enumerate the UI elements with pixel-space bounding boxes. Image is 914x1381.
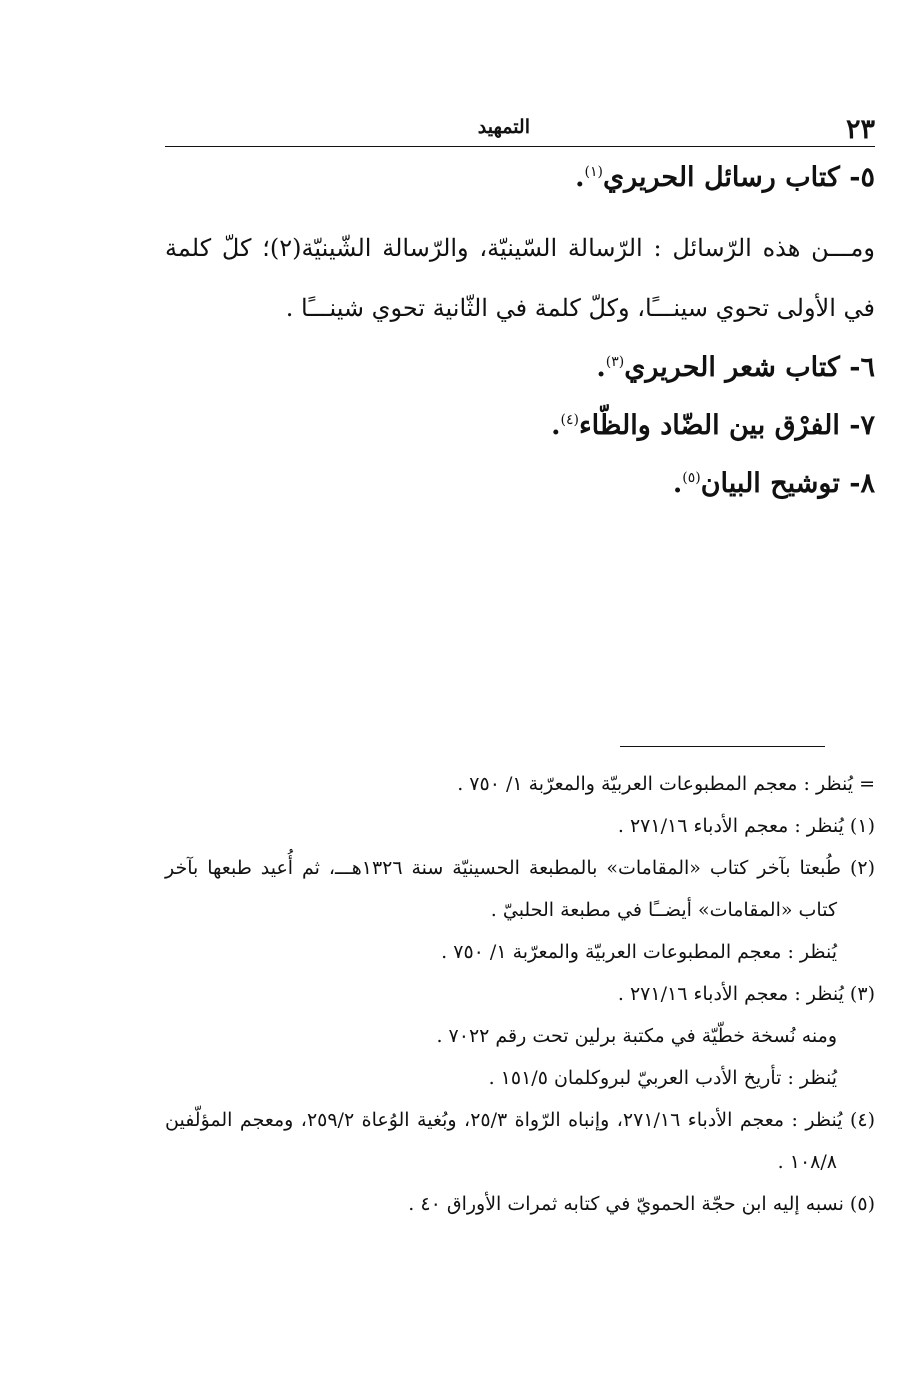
list-item-7	[165, 408, 875, 444]
item-end: .	[551, 410, 561, 441]
footnote-divider	[620, 746, 825, 747]
item-number: ٧-	[849, 410, 875, 441]
footnote-ref: (٣)	[605, 354, 625, 370]
footnote-4: (٤) يُنظر : معجم الأدباء ٢٧١/١٦، وإنباه الرّواة ٢٥/٣، وبُغية الوُعاة ٢٥٩/٢، ومعجم المؤلّفين ١٠٨/٨ .	[165, 1109, 876, 1173]
footnote-5: (٥) نسبه إليه ابن حجّة الحمويّ في كتابه ثمرات الأوراق ٤٠ .	[408, 1193, 875, 1215]
footnote-1: (١) يُنظر : معجم الأدباء ٢٧١/١٦ .	[617, 815, 875, 837]
footnote-ref: (١)	[584, 164, 603, 180]
page-header	[165, 112, 875, 147]
footnote-3-ref: يُنظر : تأريخ الأدب العربيّ لبروكلمان ١٥١/٥ .	[488, 1067, 837, 1089]
item-end: .	[575, 162, 585, 193]
item-number: ٦-	[849, 352, 875, 383]
paragraph: ومـــن هذه الرّسائل : الرّسالة السّينيّة، والرّسالة الشّينيّة(٢)؛ كلّ كلمة في الأولى تحوي سينـــًا، وكلّ كلمة في الثّانية تحوي شينـــًا .	[165, 234, 875, 322]
list-item-6	[165, 350, 875, 386]
item-number: ٥-	[849, 162, 875, 193]
item-end: .	[596, 352, 606, 383]
item-end: .	[672, 468, 683, 499]
footnote-ref: (٥)	[682, 470, 701, 486]
footnote-2: (٢) طُبعتا بآخر كتاب «المقامات» بالمطبعة الحسينيّة سنة ١٣٢٦هـــ، ثم أُعيد طبعها بآخر كتاب «المقامات» أيضــًا في مطبعة الحلبيّ .	[165, 857, 875, 921]
item-title: الفرْق بين الضّاد والظّاء	[578, 410, 840, 441]
item-title: كتاب شعر الحريري	[624, 352, 840, 383]
running-title: التمهيد	[477, 116, 530, 138]
footnote-2-ref: يُنظر : معجم المطبوعات العربيّة والمعرّبة ١/ ٧٥٠ .	[441, 941, 837, 963]
item-title: توشيح البيان	[700, 468, 840, 499]
item-title: كتاب رسائل الحريري	[602, 162, 840, 193]
footnote-3: (٣) يُنظر : معجم الأدباء ٢٧١/١٦ .	[617, 983, 875, 1005]
footnotes	[165, 763, 875, 1225]
footnote-3-manuscript: ومنه نُسخة خطّيّة في مكتبة برلين تحت رقم ٧٠٢٢ .	[436, 1025, 837, 1047]
item-number: ٨-	[849, 468, 875, 499]
footnote-continued: = يُنظر : معجم المطبوعات العربيّة والمعرّبة ١/ ٧٥٠ .	[457, 773, 875, 795]
main-text	[165, 160, 875, 524]
footnote-ref: (٤)	[560, 412, 579, 428]
list-item-8	[165, 466, 875, 502]
list-item-5	[165, 160, 875, 196]
page-number: ٢٣	[845, 114, 875, 145]
